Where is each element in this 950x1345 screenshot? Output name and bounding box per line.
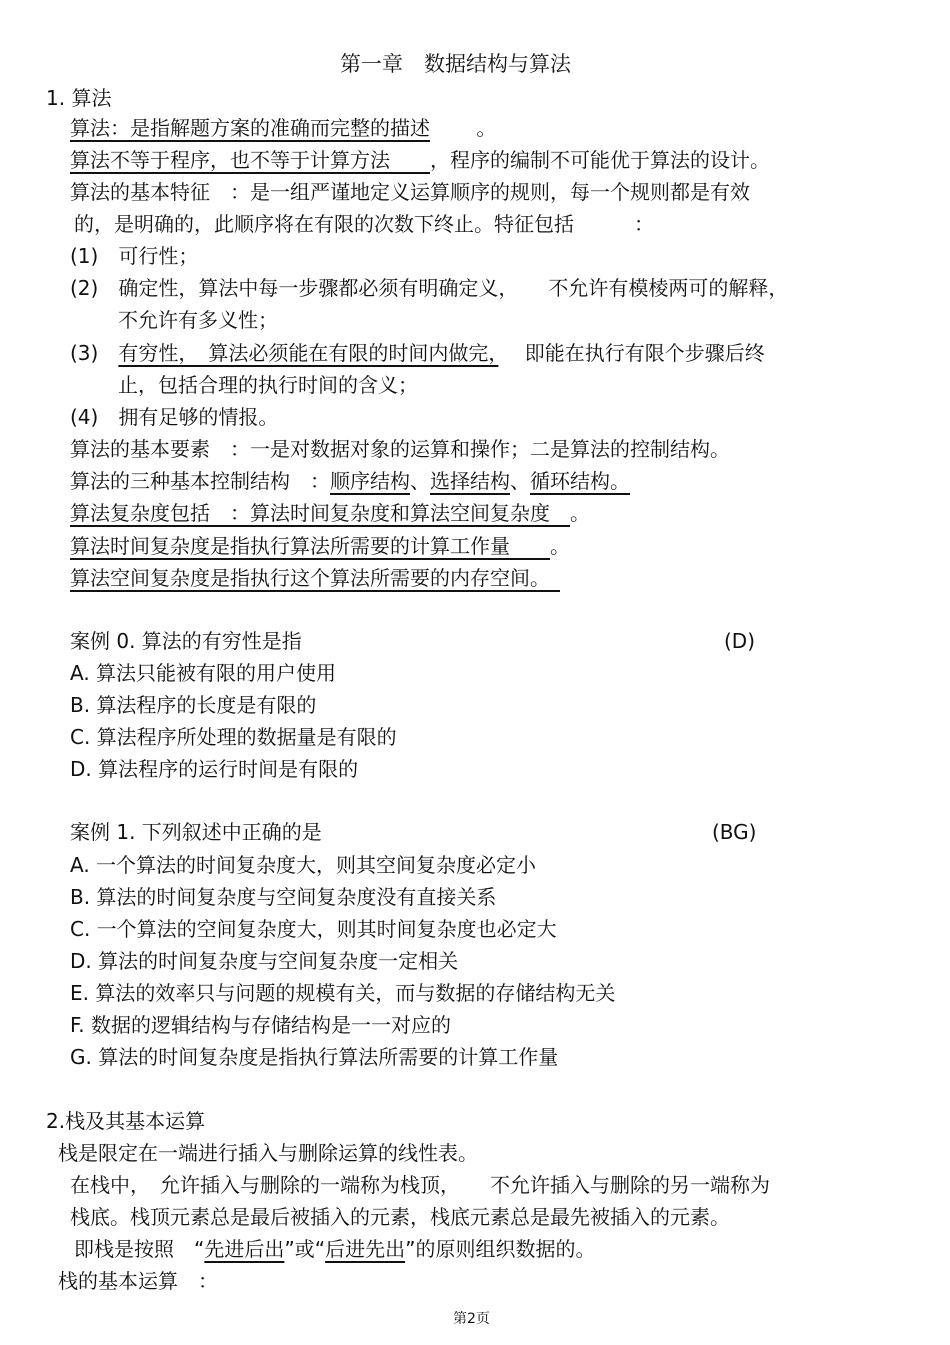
stack-operations: 栈的基本运算 ： bbox=[58, 1269, 218, 1293]
feature-2-cont: 不允许有多义性； bbox=[118, 308, 278, 332]
case1-option-e: E. 算法的效率只与问题的规模有关，而与数据的存储结构无关 bbox=[70, 981, 616, 1005]
feature-2: (2) 确定性，算法中每一步骤都必须有明确定义， 不允许有模棱两可的解释， bbox=[70, 276, 789, 300]
stack-bottom: 栈底。栈顶元素总是最后被插入的元素，栈底元素总是最先被插入的元素。 bbox=[70, 1205, 730, 1229]
case0-option-b: B. 算法程序的长度是有限的 bbox=[70, 693, 317, 717]
page-number: 第2页 bbox=[453, 1311, 490, 1327]
complexity-includes: 算法复杂度包括 ：算法时间复杂度和算法空间复杂度 。 bbox=[70, 501, 590, 525]
algorithm-definition: 算法：是指解题方案的准确而完整的描述 。 bbox=[70, 116, 497, 140]
case1-option-c: C. 一个算法的空间复杂度大，则其时间复杂度也必定大 bbox=[70, 917, 557, 941]
time-complexity: 算法时间复杂度是指执行算法所需要的计算工作量 。 bbox=[70, 534, 570, 558]
section-heading-stack: 2.栈及其基本运算 bbox=[46, 1109, 206, 1133]
basic-elements: 算法的基本要素 ：一是对数据对象的运算和操作；二是算法的控制结构。 bbox=[70, 437, 730, 461]
case1-option-g: G. 算法的时间复杂度是指执行算法所需要的计算工作量 bbox=[70, 1045, 559, 1069]
feature-4: (4) 拥有足够的情报。 bbox=[70, 405, 279, 429]
feature-line-2: 的，是明确的，此顺序将在有限的次数下终止。特征包括 ： bbox=[74, 212, 654, 236]
case0-option-d: D. 算法程序的运行时间是有限的 bbox=[70, 757, 359, 781]
case0-option-c: C. 算法程序所处理的数据量是有限的 bbox=[70, 725, 397, 749]
feature-3: (3) 有穷性， 算法必须能在有限的时间内做完， 即能在执行有限个步骤后终 bbox=[70, 341, 765, 365]
stack-top: 在栈中， 允许插入与删除的一端称为栈顶， 不允许插入与删除的另一端称为 bbox=[70, 1173, 770, 1197]
section-heading-algorithm: 1. 算法 bbox=[46, 86, 112, 110]
chapter-title: 第一章 数据结构与算法 bbox=[340, 52, 571, 76]
case0-option-a: A. 算法只能被有限的用户使用 bbox=[70, 661, 337, 685]
case1-option-d: D. 算法的时间复杂度与空间复杂度一定相关 bbox=[70, 949, 459, 973]
stack-rule: 即栈是按照 “先进后出”或“后进先出”的原则组织数据的。 bbox=[74, 1237, 596, 1261]
case1-answer: (BG) bbox=[712, 820, 757, 844]
space-complexity: 算法空间复杂度是指执行这个算法所需要的内存空间。 bbox=[70, 566, 540, 590]
feature-1: (1) 可行性； bbox=[70, 244, 199, 268]
case1-question: 案例 1. 下列叙述中正确的是 bbox=[70, 820, 322, 844]
case1-option-a: A. 一个算法的时间复杂度大，则其空间复杂度必定小 bbox=[70, 853, 537, 877]
algorithm-not-program: 算法不等于程序，也不等于计算方法 ，程序的编制不可能优于算法的设计。 bbox=[70, 148, 770, 172]
case1-option-f: F. 数据的逻辑结构与存储结构是一一对应的 bbox=[70, 1013, 452, 1037]
control-structures: 算法的三种基本控制结构 ：顺序结构、选择结构、循环结构。 bbox=[70, 469, 630, 493]
feature-line-1: 算法的基本特征 ：是一组严谨地定义运算顺序的规则，每一个规则都是有效 bbox=[70, 180, 750, 204]
feature-3-cont: 止，包括合理的执行时间的含义； bbox=[118, 373, 418, 397]
stack-definition: 栈是限定在一端进行插入与删除运算的线性表。 bbox=[58, 1141, 478, 1165]
case1-option-b: B. 算法的时间复杂度与空间复杂度没有直接关系 bbox=[70, 885, 497, 909]
case0-answer: (D) bbox=[724, 629, 756, 653]
case0-question: 案例 0. 算法的有穷性是指 bbox=[70, 629, 302, 653]
